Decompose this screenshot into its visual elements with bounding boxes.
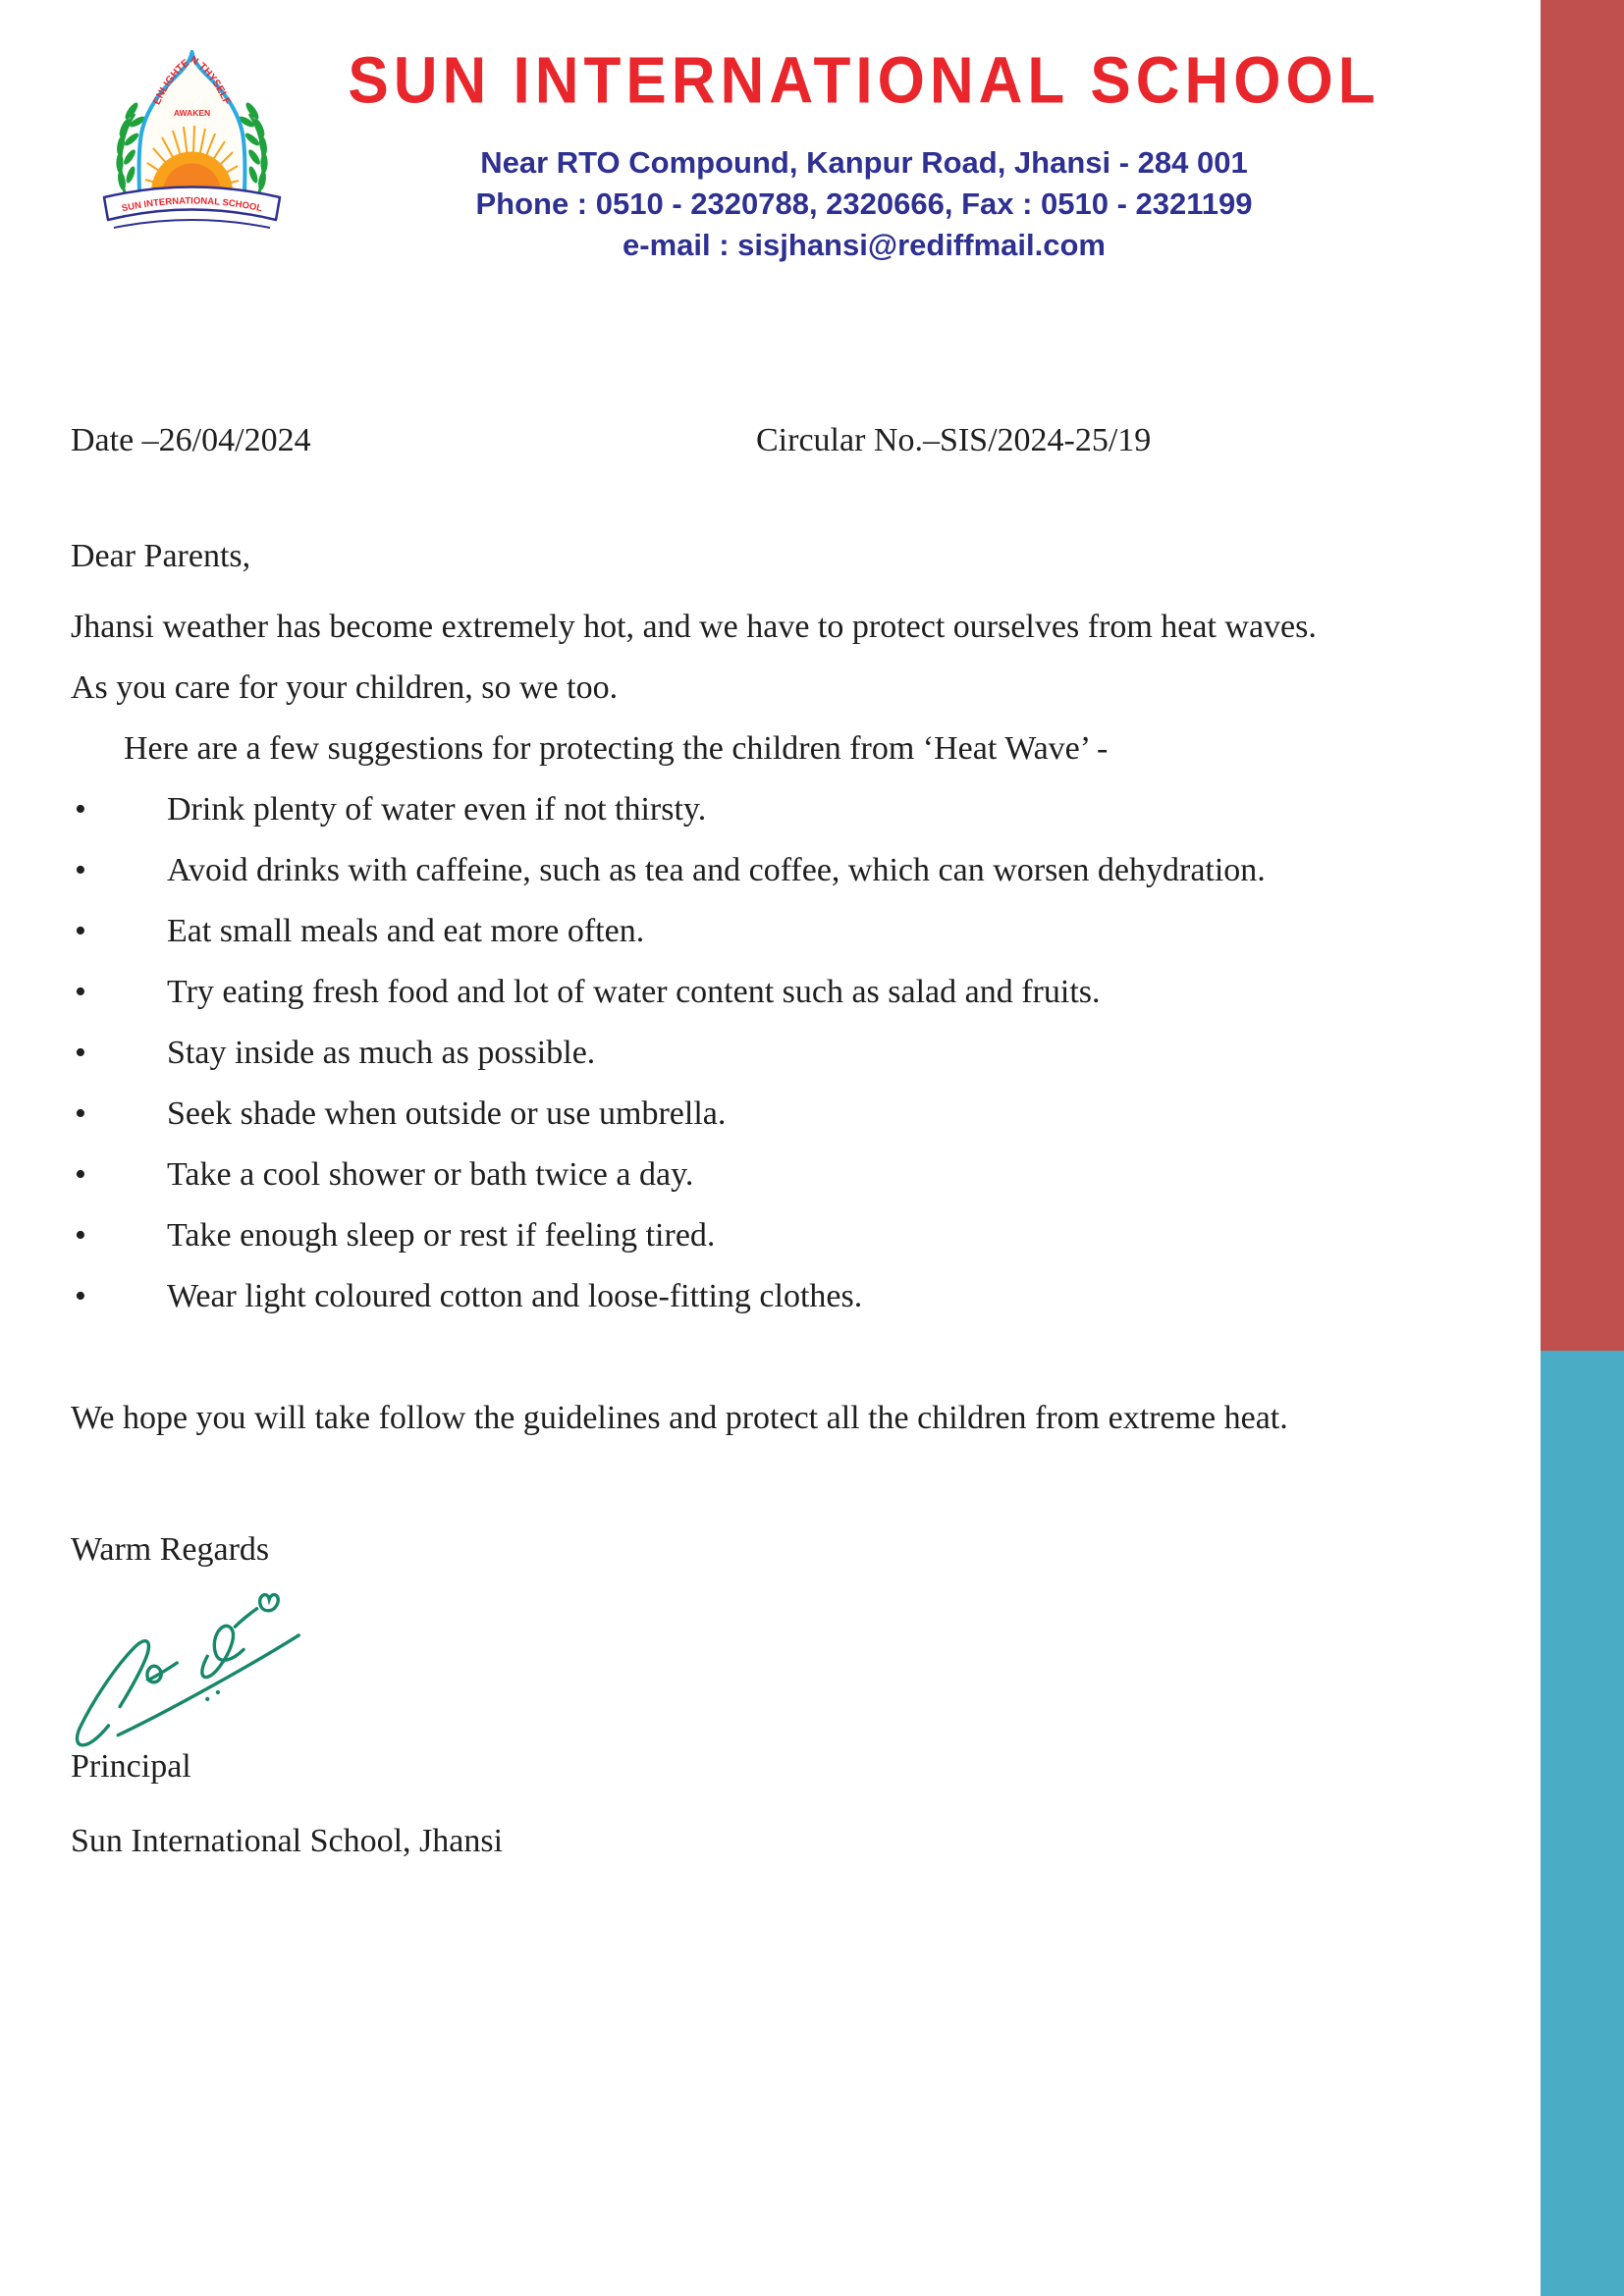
date-label: Date –26/04/2024 — [71, 422, 311, 458]
list-item — [71, 962, 1369, 1023]
list-item-text: Take a cool shower or bath twice a day. — [167, 1156, 694, 1193]
bullet-icon: • — [75, 1278, 86, 1314]
school-name-title: SUN INTERNATIONAL SCHOOL — [348, 44, 1380, 118]
signer-title: Principal — [71, 1748, 191, 1785]
paragraph-closing: We hope you will take follow the guidelines and protect all the children from extreme heat. — [71, 1400, 1288, 1436]
bullet-icon: • — [75, 1095, 86, 1132]
list-item — [71, 1205, 1369, 1266]
phone-fax-line: Phone : 0510 - 2320788, 2320666, Fax : 0510 - 2321199 — [475, 187, 1253, 221]
right-accent-bar-red — [1541, 0, 1624, 1351]
logo-motto-center-text: AWAKEN — [173, 108, 211, 118]
meta-row — [71, 410, 1369, 471]
paragraph-suggestions-intro: Here are a few suggestions for protecting the children from ‘Heat Wave’ - — [124, 730, 1109, 767]
email-line: e-mail : sisjhansi@rediffmail.com — [623, 228, 1106, 262]
list-item-text: Try eating fresh food and lot of water content such as salad and fruits. — [167, 974, 1101, 1010]
list-item-text: Seek shade when outside or use umbrella. — [167, 1095, 727, 1132]
regards-line: Warm Regards — [71, 1531, 270, 1568]
logo-motto-arc-text: ENLIGHTEN THYSELF — [150, 53, 234, 107]
list-item-text: Avoid drinks with caffeine, such as tea and coffee, which can worsen dehydration. — [167, 852, 1266, 888]
school-logo — [86, 37, 298, 234]
list-item — [71, 1023, 1369, 1084]
paragraph-care: As you care for your children, so we too. — [71, 669, 619, 706]
bullet-icon: • — [75, 974, 86, 1010]
list-item — [71, 901, 1369, 962]
list-item-text: Eat small meals and eat more often. — [167, 913, 645, 949]
circular-number: Circular No.–SIS/2024-25/19 — [756, 422, 1152, 458]
bullet-icon: • — [75, 1156, 86, 1193]
list-item — [71, 840, 1369, 901]
logo-banner-text: SUN INTERNATIONAL SCHOOL — [120, 195, 264, 215]
signer-organization: Sun International School, Jhansi — [71, 1823, 504, 1859]
list-item-text: Wear light coloured cotton and loose-fitting clothes. — [167, 1278, 863, 1314]
list-item — [71, 779, 1369, 840]
list-item-text: Stay inside as much as possible. — [167, 1035, 596, 1071]
letter-body — [71, 410, 1369, 1872]
list-item — [71, 1145, 1369, 1205]
address-line: Near RTO Compound, Kanpur Road, Jhansi - 284 001 — [480, 145, 1248, 180]
paragraph-weather: Jhansi weather has become extremely hot, and we have to protect ourselves from heat waves. — [71, 609, 1317, 645]
principal-signature — [63, 1563, 367, 1764]
right-accent-bar-blue — [1541, 1351, 1624, 2296]
list-item — [71, 1084, 1369, 1145]
bullet-icon: • — [75, 852, 86, 888]
salutation: Dear Parents, — [71, 538, 251, 574]
bullet-icon: • — [75, 1217, 86, 1254]
list-item — [71, 1266, 1369, 1327]
bullet-icon: • — [75, 791, 86, 828]
list-item-text: Take enough sleep or rest if feeling tired. — [167, 1217, 716, 1254]
list-item-text: Drink plenty of water even if not thirsty. — [167, 791, 707, 828]
bullet-icon: • — [75, 1035, 86, 1071]
letterhead — [295, 43, 1434, 266]
suggestions-list — [71, 779, 1369, 1327]
bullet-icon: • — [75, 913, 86, 949]
contact-block — [295, 142, 1434, 266]
